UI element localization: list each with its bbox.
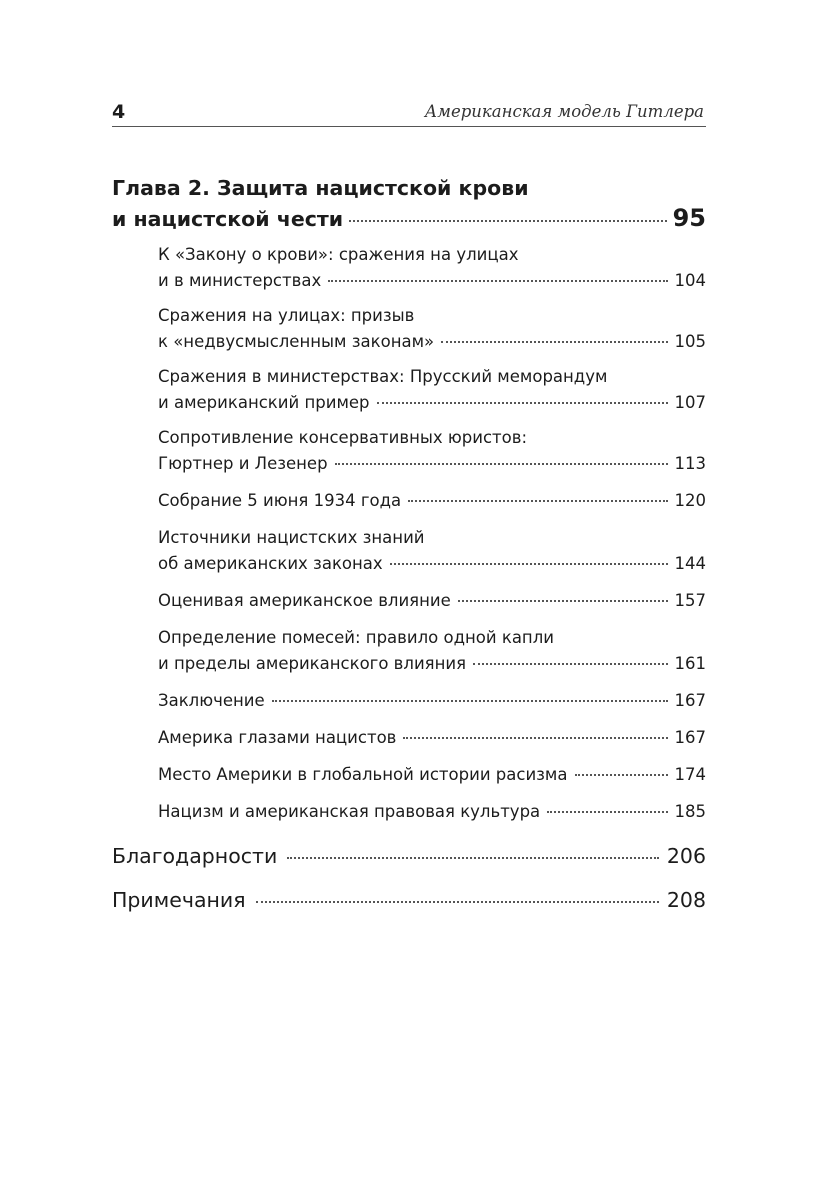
toc-entry-text: Оценивая американское влияние <box>158 591 451 610</box>
dot-leader <box>473 663 667 665</box>
toc-entry-page: 167 <box>674 728 706 747</box>
toc-entry-text: Нацизм и американская правовая культура <box>158 802 541 821</box>
toc-top-entry-text: Примечания <box>112 888 246 912</box>
toc-entry-line2 <box>158 268 706 294</box>
toc-entry-page: 105 <box>674 332 706 351</box>
toc-entry-text: Америка глазами нацистов <box>158 728 397 747</box>
toc-entry-text: к «недвусмысленным законам» <box>158 332 435 351</box>
toc-entry <box>158 762 706 788</box>
toc-entry-line <box>158 588 706 614</box>
toc-top-entry-text: Благодарности <box>112 844 278 868</box>
page-header <box>112 100 706 127</box>
toc-entry-page: 120 <box>674 491 706 510</box>
toc-entry-line1: Источники нацистских знаний <box>158 528 425 547</box>
toc-entry-page: 104 <box>674 271 706 290</box>
dot-leader <box>403 737 667 739</box>
table-of-contents <box>112 173 706 914</box>
toc-entry-line2 <box>158 390 706 416</box>
toc-entry-text: и американский пример <box>158 393 370 412</box>
toc-entry-text: об американских законах <box>158 554 383 573</box>
toc-entry-page: 107 <box>674 393 706 412</box>
toc-entry-line <box>158 725 706 751</box>
toc-entry-line2 <box>158 551 706 577</box>
dot-leader <box>547 811 667 813</box>
dot-leader <box>328 280 667 282</box>
toc-top-entry-page: 208 <box>666 888 706 912</box>
toc-entry-line1: Сражения на улицах: призыв <box>158 306 415 325</box>
toc-entry <box>158 725 706 751</box>
toc-entry-text: Заключение <box>158 691 265 710</box>
toc-entry-page: 144 <box>674 554 706 573</box>
toc-entry-line1: Сражения в министерствах: Прусский меморандум <box>158 367 608 386</box>
toc-entry-line <box>158 762 706 788</box>
toc-entry-line2 <box>158 329 706 355</box>
toc-entry-text: Собрание 5 июня 1934 года <box>158 491 402 510</box>
toc-entry-line2 <box>158 651 706 677</box>
dot-leader <box>349 220 666 222</box>
running-title: Американская модель Гитлера <box>424 102 704 121</box>
toc-entry-line1: К «Закону о крови»: сражения на улицах <box>158 245 519 264</box>
toc-entry-line1: Сопротивление консервативных юристов: <box>158 428 528 447</box>
chapter-title-text: и нацистской чести <box>112 207 344 231</box>
toc-entry <box>158 525 706 577</box>
chapter-title-line2 <box>112 203 706 234</box>
toc-entry-page: 174 <box>674 765 706 784</box>
toc-acknowledgements <box>112 842 706 870</box>
toc-entry-line2 <box>158 451 706 477</box>
toc-entry-page: 157 <box>674 591 706 610</box>
dot-leader <box>441 341 667 343</box>
toc-entry-line <box>158 799 706 825</box>
toc-entry <box>158 364 706 416</box>
toc-entry-text: Гюртнер и Лезенер <box>158 454 328 473</box>
toc-entry <box>158 242 706 294</box>
toc-entry-text: и пределы американского влияния <box>158 654 467 673</box>
dot-leader <box>287 857 659 859</box>
toc-entry-page: 167 <box>674 691 706 710</box>
toc-entry-page: 113 <box>674 454 706 473</box>
toc-entry-line <box>158 688 706 714</box>
page-number: 4 <box>112 101 126 123</box>
toc-top-entry-page: 206 <box>666 844 706 868</box>
toc-entry <box>158 799 706 825</box>
dot-leader <box>408 500 667 502</box>
chapter-page: 95 <box>672 204 706 232</box>
dot-leader <box>390 563 668 565</box>
toc-entry-text: и в министерствах <box>158 271 322 290</box>
dot-leader <box>458 600 668 602</box>
dot-leader <box>377 402 668 404</box>
dot-leader <box>575 774 668 776</box>
toc-entry-page: 185 <box>674 802 706 821</box>
toc-entry-line <box>158 488 706 514</box>
toc-entry <box>158 303 706 355</box>
toc-entry-page: 161 <box>674 654 706 673</box>
dot-leader <box>335 463 668 465</box>
toc-notes <box>112 886 706 914</box>
toc-entry-line1: Определение помесей: правило одной капли <box>158 628 554 647</box>
toc-entry-text: Место Америки в глобальной истории расизма <box>158 765 568 784</box>
toc-entry <box>158 688 706 714</box>
toc-entry <box>158 488 706 514</box>
dot-leader <box>272 700 668 702</box>
chapter-title-line1: Глава 2. Защита нацистской крови <box>112 176 529 200</box>
toc-entry <box>158 425 706 477</box>
toc-entry <box>158 625 706 677</box>
toc-entry <box>158 588 706 614</box>
dot-leader <box>256 901 659 903</box>
